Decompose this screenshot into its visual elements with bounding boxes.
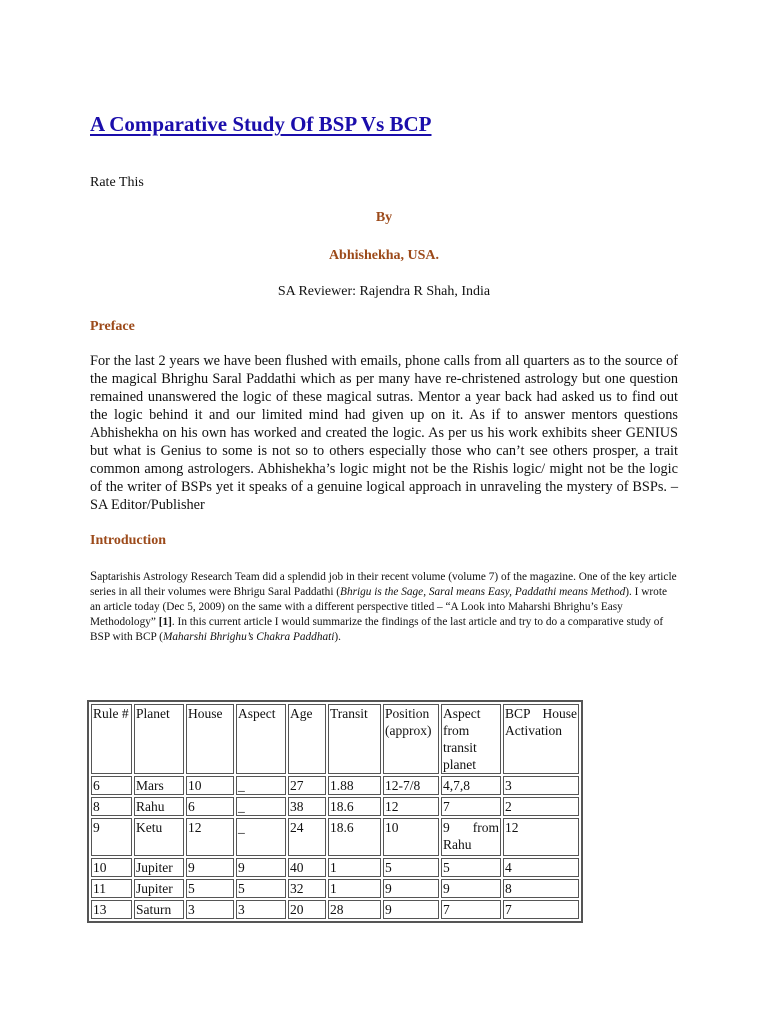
- table-row: [91, 818, 579, 856]
- table-cell: Saturn: [134, 900, 184, 919]
- table-cell: 9: [383, 879, 439, 898]
- table-header-cell: Age: [288, 704, 326, 774]
- intro-text-part1: aptarishis Astrology Research Team did a splendid job in their recent volume (volume 7) of the magazine. One of the key article series in all their volumes were Bhrigu Saral Paddathi (: [90, 571, 677, 598]
- table-cell: 12: [503, 818, 579, 856]
- preface-heading: Preface: [90, 319, 135, 334]
- table-cell: 10: [91, 858, 132, 877]
- table-cell: 9 from Rahu: [441, 818, 501, 856]
- table-cell: 20: [288, 900, 326, 919]
- introduction-paragraph: [90, 568, 678, 645]
- table-cell: _: [236, 818, 286, 856]
- table-cell: 10: [186, 776, 234, 795]
- table-cell: Jupiter: [134, 858, 184, 877]
- table-cell: Jupiter: [134, 879, 184, 898]
- table-header-cell: Aspect: [236, 704, 286, 774]
- table-cell: 9: [383, 900, 439, 919]
- intro-text-part4: ).: [334, 631, 341, 643]
- table-cell: 4: [503, 858, 579, 877]
- table-cell: 9: [236, 858, 286, 877]
- table-cell: 12-7/8: [383, 776, 439, 795]
- table-cell: 40: [288, 858, 326, 877]
- author-name: Abhishekha, USA.: [328, 248, 440, 263]
- table-header-cell: Planet: [134, 704, 184, 774]
- table-cell: Rahu: [134, 797, 184, 816]
- table-cell: 28: [328, 900, 381, 919]
- table-cell: 3: [186, 900, 234, 919]
- intro-italic-bsp-meaning: Bhrigu is the Sage, Saral means Easy, Paddathi means Method: [340, 586, 626, 598]
- article-title-link[interactable]: A Comparative Study Of BSP Vs BCP: [90, 112, 432, 136]
- introduction-heading: Introduction: [90, 533, 166, 548]
- table-cell: 1.88: [328, 776, 381, 795]
- table-header-cell: BCP House Activation: [503, 704, 579, 774]
- rules-comparison-table: [87, 700, 583, 923]
- table-cell: 5: [383, 858, 439, 877]
- intro-reference-link[interactable]: [1]: [158, 616, 172, 628]
- table-cell: 9: [91, 818, 132, 856]
- table-header-cell: House: [186, 704, 234, 774]
- table-cell: 13: [91, 900, 132, 919]
- table-cell: _: [236, 776, 286, 795]
- intro-text-part3: . In this current article I would summarize the findings of the last article and try to do a comparative study of BSP with BCP (: [90, 616, 664, 643]
- table-cell: _: [236, 797, 286, 816]
- intro-text-part2: ). I wrote an article today (Dec 5, 2009) on the same with a different perspective titled – “A Look into Maharshi Bhrighu’s Easy Methodology”: [90, 586, 667, 628]
- reviewer-line: SA Reviewer: Rajendra R Shah, India: [277, 284, 491, 299]
- table-cell: 9: [186, 858, 234, 877]
- table-cell: 7: [503, 900, 579, 919]
- table-cell: 8: [91, 797, 132, 816]
- table-row: [91, 858, 579, 877]
- table-cell: 12: [186, 818, 234, 856]
- table-cell: 5: [236, 879, 286, 898]
- table-cell: 9: [441, 879, 501, 898]
- table-cell: 10: [383, 818, 439, 856]
- table-cell: 2: [503, 797, 579, 816]
- table-cell: 11: [91, 879, 132, 898]
- table-header-cell: Transit: [328, 704, 381, 774]
- table-cell: 4,7,8: [441, 776, 501, 795]
- table-cell: 6: [91, 776, 132, 795]
- table-cell: 7: [441, 797, 501, 816]
- table-header-row: [91, 704, 579, 774]
- table-cell: 3: [503, 776, 579, 795]
- table-cell: Mars: [134, 776, 184, 795]
- table-header-cell: Position (approx): [383, 704, 439, 774]
- intro-dropcap: S: [90, 568, 98, 583]
- byline-by: By: [375, 210, 393, 225]
- table-cell: 8: [503, 879, 579, 898]
- preface-paragraph: For the last 2 years we have been flushed with emails, phone calls from all quarters as to the source of the magical Bhrighu Saral Paddathi which as per many have re-christened astrology but one question remained unanswered the logic of these magical sutras. Mentor a year back had asked us to find out the logic behind it and our limited mind had given up on it. As if to answer mentors questions Abhishekha on his own has worked and created the logic. As per us his work exhibits sheer GENIUS but what is Genius to some is not so to others especially those who can’t see others prosper, a trait common among astrologers. Abhishekha’s logic might not be the Rishis logic/ might not be the logic of the writer of BSPs yet it speaks of a genuine logical approach in unraveling the mystery of BSPs. – SA Editor/Publisher: [90, 353, 678, 513]
- table-cell: 18.6: [328, 818, 381, 856]
- table-row: [91, 797, 579, 816]
- table-row: [91, 900, 579, 919]
- table-cell: 6: [186, 797, 234, 816]
- table-cell: Ketu: [134, 818, 184, 856]
- table-header-cell: Rule #: [91, 704, 132, 774]
- table-cell: 38: [288, 797, 326, 816]
- table-cell: 1: [328, 879, 381, 898]
- table-cell: 18.6: [328, 797, 381, 816]
- table-cell: 7: [441, 900, 501, 919]
- table-cell: 12: [383, 797, 439, 816]
- table-cell: 5: [186, 879, 234, 898]
- table-cell: 32: [288, 879, 326, 898]
- table-header-cell: Aspect from transit planet: [441, 704, 501, 774]
- rate-this-label[interactable]: Rate This: [90, 175, 144, 190]
- table-row: [91, 776, 579, 795]
- intro-italic-bcp-meaning: Maharshi Bhrighu’s Chakra Paddhati: [162, 631, 335, 643]
- table-cell: 27: [288, 776, 326, 795]
- table-cell: 3: [236, 900, 286, 919]
- table-cell: 5: [441, 858, 501, 877]
- table-cell: 24: [288, 818, 326, 856]
- table-row: [91, 879, 579, 898]
- table-cell: 1: [328, 858, 381, 877]
